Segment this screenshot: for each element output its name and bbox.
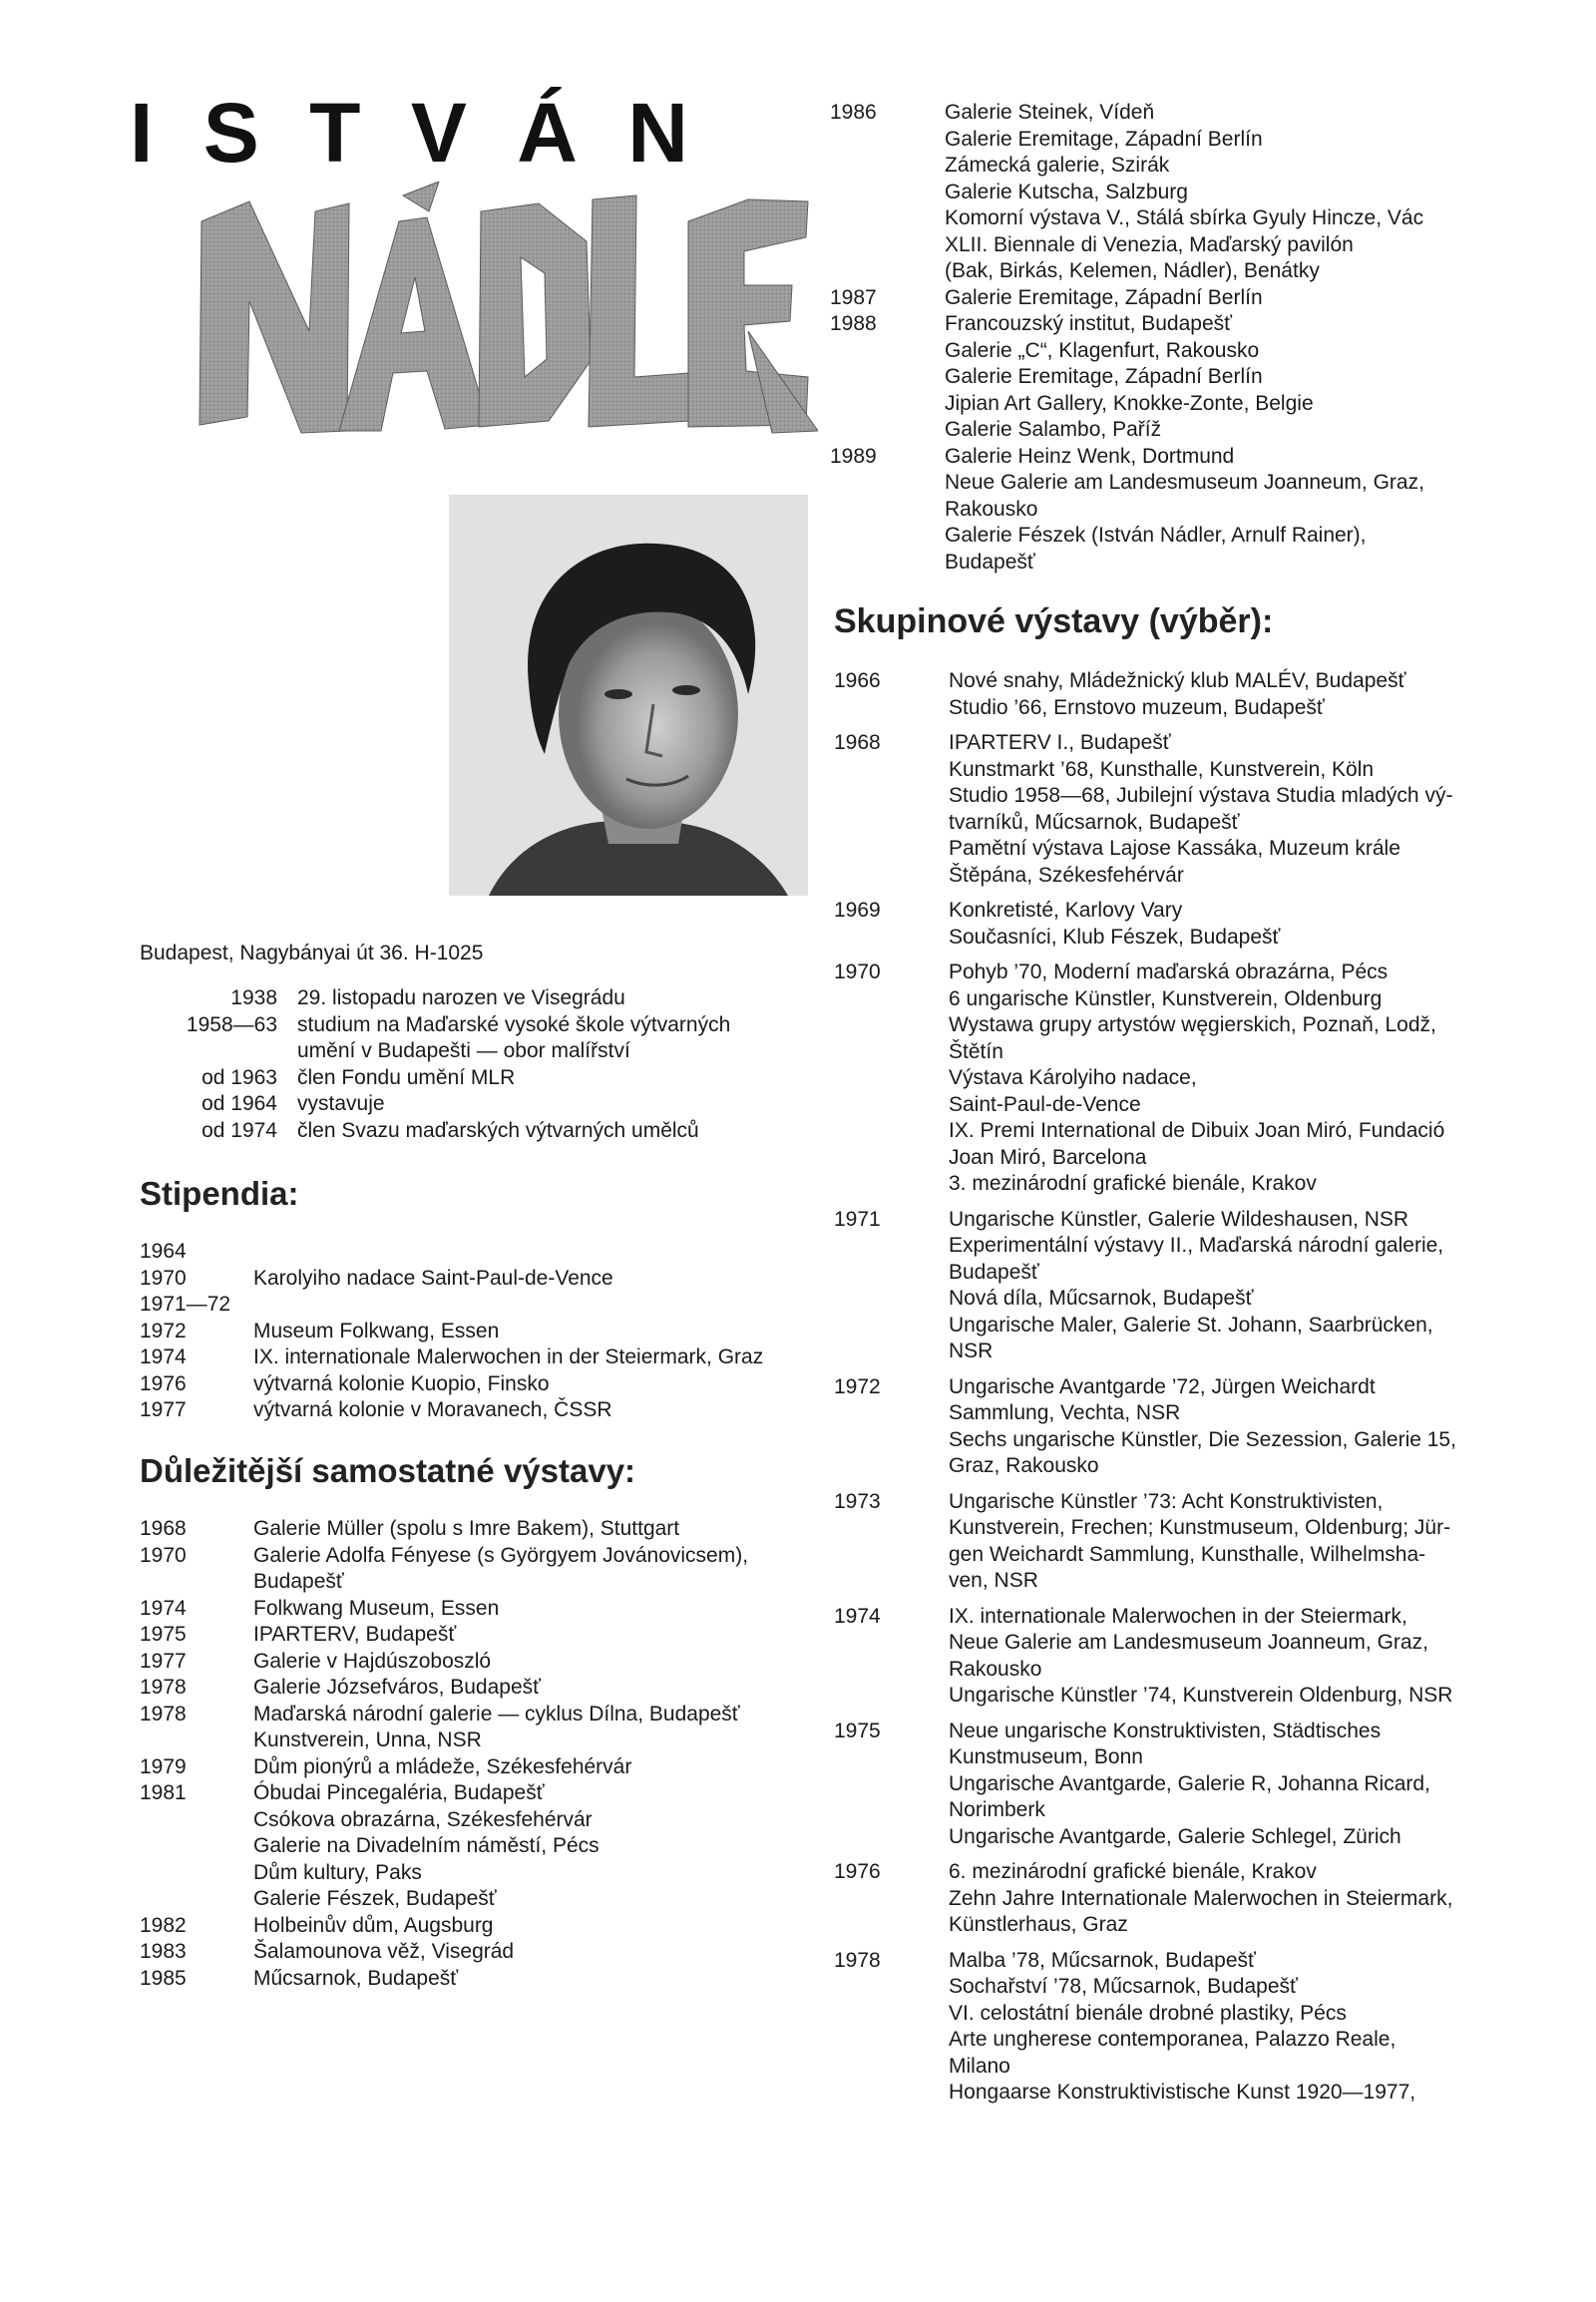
stipend-heading: Stipendia: xyxy=(140,1175,299,1212)
entry-line: Francouzský institut, Budapešť xyxy=(945,312,1233,335)
entry-line: Norimberk xyxy=(949,1798,1045,1821)
entry-line: Kunstverein, Unna, NSR xyxy=(253,1728,482,1751)
entry-line: IPARTERV, Budapešť xyxy=(253,1623,457,1646)
entry-line: Galerie Eremitage, Západní Berlín xyxy=(945,365,1263,388)
year: od 1974 xyxy=(201,1118,277,1142)
list-item xyxy=(140,1065,808,1092)
group-exhibitions-list xyxy=(834,668,1502,2115)
list-item xyxy=(140,1754,818,1781)
entry-line: Csókova obrazárna, Székesfehérvár xyxy=(253,1807,593,1831)
year: 1938 xyxy=(230,986,277,1009)
entry-line: výtvarná kolonie Kuopio, Finsko xyxy=(253,1371,550,1395)
entry-line: Zehn Jahre Internationale Malerwochen in Steiermark, xyxy=(949,1886,1453,1910)
entry-line: Dům kultury, Paks xyxy=(253,1860,422,1884)
entry-line: Joan Miró, Barcelona xyxy=(949,1145,1147,1169)
year: od 1963 xyxy=(201,1065,277,1089)
entry-line: člen Svazu maďarských výtvarných umělců xyxy=(297,1118,699,1142)
year: 1968 xyxy=(834,731,881,754)
address: Budapest, Nagybányai út 36. H-1025 xyxy=(140,942,484,964)
entry-line: Sammlung, Vechta, NSR xyxy=(949,1401,1181,1424)
entry-line: Galerie v Hajdúszoboszló xyxy=(253,1649,492,1673)
entry-line: Malba ’78, Műcsarnok, Budapešť xyxy=(949,1948,1256,1972)
entry-line: Ungarische Künstler, Galerie Wildeshausen, NSR xyxy=(949,1207,1409,1231)
list-item xyxy=(140,1939,818,1966)
entry-line: 6 ungarische Künstler, Kunstverein, Oldenburg xyxy=(949,986,1383,1010)
portrait-photo xyxy=(449,495,808,896)
entry-line: výtvarná kolonie v Moravanech, ČSSR xyxy=(253,1398,612,1421)
list-item xyxy=(140,1397,818,1424)
entry-line: Ungarische Künstler ’73: Acht Konstruktivisten, xyxy=(949,1489,1384,1513)
list-item xyxy=(140,985,808,1012)
list-item xyxy=(140,1649,818,1676)
entry-line: Sochařství ’78, Műcsarnok, Budapešť xyxy=(949,1975,1298,1998)
first-name-heading xyxy=(130,88,688,178)
entry-line: Rakousko xyxy=(945,497,1038,521)
year: 1964 xyxy=(140,1240,187,1263)
entry-line: Neue Galerie am Landesmuseum Joanneum, Graz, xyxy=(945,471,1424,494)
year: 1989 xyxy=(830,444,877,468)
list-item xyxy=(834,730,1502,889)
entry-line: Galerie Salambo, Paříž xyxy=(945,418,1162,441)
entry-line: IPARTERV I., Budapešť xyxy=(949,731,1171,754)
list-item xyxy=(834,1859,1502,1939)
year: 1971—72 xyxy=(140,1293,231,1316)
entry-line: Kunstverein, Frechen; Kunstmuseum, Oldenburg; Jür- xyxy=(949,1516,1451,1539)
entry-line: Kunstmarkt ’68, Kunsthalle, Kunstverein, Köln xyxy=(949,757,1375,781)
entry-line: Štěpána, Székesfehérvár xyxy=(949,863,1184,887)
entry-line: Galerie Müller (spolu s Imre Bakem), Stuttgart xyxy=(253,1517,680,1540)
year: 1973 xyxy=(834,1489,881,1513)
list-item xyxy=(830,444,1498,576)
entry-line: Štětín xyxy=(949,1039,1003,1063)
entry-line: NSR xyxy=(949,1340,994,1362)
entry-line: Zámecká galerie, Szirák xyxy=(945,154,1170,177)
first-name-letter: S xyxy=(202,86,259,180)
list-item xyxy=(834,1374,1502,1480)
year: 1975 xyxy=(140,1623,187,1646)
first-name-letter: Á xyxy=(517,86,578,180)
list-item xyxy=(140,1596,818,1623)
year: 1977 xyxy=(140,1649,187,1673)
year: 1969 xyxy=(834,899,881,922)
stipend-list xyxy=(140,1239,818,1424)
list-item xyxy=(140,1543,818,1596)
entry-line: Pohyb ’70, Moderní maďarská obrazárna, Pécs xyxy=(949,960,1389,983)
entry-line: 29. listopadu narozen ve Visegrádu xyxy=(297,986,625,1009)
entry-line: Hongaarse Konstruktivistische Kunst 1920—1977, xyxy=(949,2081,1416,2104)
entry-line: gen Weichardt Sammlung, Kunsthalle, Wilhelmsha- xyxy=(949,1542,1426,1566)
list-item xyxy=(140,1780,818,1913)
year: 1977 xyxy=(140,1398,187,1421)
entry-line: Nové snahy, Mládežnický klub MALÉV, Budapešť xyxy=(949,669,1406,692)
list-item xyxy=(830,285,1498,312)
year: 1978 xyxy=(140,1676,187,1699)
entry-line: VI. celostátní bienále drobné plastiky, Pécs xyxy=(949,2001,1347,2025)
entry-line: Karolyiho nadace Saint-Paul-de-Vence xyxy=(253,1266,613,1290)
solo-exhibitions-continued-list xyxy=(830,100,1498,576)
list-item xyxy=(140,1266,818,1293)
year: 1978 xyxy=(834,1948,881,1972)
list-item xyxy=(830,100,1498,285)
entry-line: Neue Galerie am Landesmuseum Joanneum, Graz, xyxy=(949,1631,1428,1654)
group-exhibitions-heading: Skupinové výstavy (výběr): xyxy=(834,602,1274,640)
entry-line: Ungarische Avantgarde, Galerie Schlegel, Zürich xyxy=(949,1824,1401,1848)
entry-line: Konkretisté, Karlovy Vary xyxy=(949,899,1183,922)
entry-line: Ungarische Avantgarde, Galerie R, Johanna Ricard, xyxy=(949,1771,1430,1795)
list-item xyxy=(140,1012,808,1065)
year: 1970 xyxy=(140,1543,187,1567)
biography-list xyxy=(140,985,808,1144)
entry-line: IX. internationale Malerwochen in der Steiermark, Graz xyxy=(253,1345,764,1368)
year: 1974 xyxy=(140,1596,187,1620)
entry-line: Galerie Eremitage, Západní Berlín xyxy=(945,285,1263,309)
entry-line: Arte ungherese contemporanea, Palazzo Reale, xyxy=(949,2028,1396,2051)
entry-line: Rakousko xyxy=(949,1657,1042,1681)
year: 1972 xyxy=(834,1374,881,1398)
entry-line: Galerie Józsefváros, Budapešť xyxy=(253,1676,542,1699)
entry-line: studium na Maďarské vysoké škole výtvarných xyxy=(297,1012,731,1036)
year: 1981 xyxy=(140,1781,187,1804)
entry-line: Galerie Adolfa Fényese (s Györgyem Jovánovicsem), xyxy=(253,1543,749,1567)
entry-line: Galerie Heinz Wenk, Dortmund xyxy=(945,444,1235,468)
entry-line: Budapešť xyxy=(949,1260,1039,1284)
entry-line: Nová díla, Műcsarnok, Budapešť xyxy=(949,1287,1254,1310)
nadler-cutout-letters-logo xyxy=(190,182,818,446)
year: 1987 xyxy=(830,285,877,309)
entry-line: Výstava Károlyiho nadace, xyxy=(949,1066,1197,1089)
year: 1971 xyxy=(834,1207,881,1231)
list-item xyxy=(140,1966,818,1993)
list-item xyxy=(140,1702,818,1754)
entry-line: Wystawa grupy artystów węgierskich, Poznaň, Lodž, xyxy=(949,1013,1436,1036)
entry-line: Galerie na Divadelním náměstí, Pécs xyxy=(253,1834,599,1857)
entry-line: Ungarische Avantgarde ’72, Jürgen Weichardt xyxy=(949,1374,1376,1398)
year: 1970 xyxy=(834,960,881,983)
year: 1968 xyxy=(140,1517,187,1540)
list-item xyxy=(834,668,1502,721)
entry-line: Maďarská národní galerie — cyklus Dílna, Budapešť xyxy=(253,1702,740,1726)
first-name-letter: V xyxy=(410,86,467,180)
entry-line: Saint-Paul-de-Vence xyxy=(949,1092,1141,1116)
list-item xyxy=(140,1371,818,1398)
entry-line: Galerie Fészek (István Nádler, Arnulf Rainer), xyxy=(945,524,1367,547)
list-item xyxy=(140,1292,818,1319)
entry-line: Budapešť xyxy=(945,550,1035,574)
list-item xyxy=(140,1319,818,1345)
year: 1982 xyxy=(140,1913,187,1937)
year: 1976 xyxy=(140,1371,187,1395)
entry-line: Současníci, Klub Fészek, Budapešť xyxy=(949,925,1281,949)
entry-line: umění v Budapešti — obor malířství xyxy=(297,1039,630,1062)
list-item xyxy=(834,1207,1502,1365)
year: 1974 xyxy=(140,1345,187,1368)
year: 1986 xyxy=(830,101,877,124)
entry-line: Sechs ungarische Künstler, Die Sezession, Galerie 15, xyxy=(949,1427,1456,1451)
year: 1970 xyxy=(140,1266,187,1290)
entry-line: Komorní výstava V., Stálá sbírka Gyuly Hincze, Vác xyxy=(945,206,1424,229)
entry-line: člen Fondu umění MLR xyxy=(297,1065,516,1089)
year: 1985 xyxy=(140,1966,187,1990)
entry-line: Graz, Rakousko xyxy=(949,1454,1099,1477)
list-item xyxy=(140,1913,818,1940)
year: 1978 xyxy=(140,1702,187,1726)
list-item xyxy=(140,1622,818,1649)
list-item xyxy=(834,959,1502,1198)
entry-line: Jipian Art Gallery, Knokke-Zonte, Belgie xyxy=(945,391,1314,415)
year: 1975 xyxy=(834,1719,881,1742)
entry-line: Experimentální výstavy II., Maďarská národní galerie, xyxy=(949,1234,1444,1257)
entry-line: tvarníků, Műcsarnok, Budapešť xyxy=(949,810,1240,834)
entry-line: Galerie Steinek, Vídeň xyxy=(945,101,1155,124)
entry-line: IX. internationale Malerwochen in der Steiermark, xyxy=(949,1604,1407,1628)
first-name-letter: N xyxy=(627,86,688,180)
entry-line: Ungarische Künstler ’74, Kunstverein Oldenburg, NSR xyxy=(949,1684,1453,1707)
entry-line: Galerie „C“, Klagenfurt, Rakousko xyxy=(945,338,1260,362)
entry-line: Dům pionýrů a mládeže, Székesfehérvár xyxy=(253,1754,632,1778)
entry-line: Künstlerhaus, Graz xyxy=(949,1913,1128,1936)
list-item xyxy=(140,1516,818,1543)
year: 1976 xyxy=(834,1860,881,1883)
entry-line: Óbudai Pincegaléria, Budapešť xyxy=(253,1781,545,1804)
entry-line: vystavuje xyxy=(297,1092,385,1115)
year: 1979 xyxy=(140,1754,187,1778)
list-item xyxy=(834,1489,1502,1595)
entry-line: Galerie Fészek, Budapešť xyxy=(253,1887,497,1910)
entry-line: Šalamounova věž, Visegrád xyxy=(253,1940,515,1963)
list-item xyxy=(834,898,1502,951)
entry-line: Műcsarnok, Budapešť xyxy=(253,1966,459,1990)
entry-line: 6. mezinárodní grafické bienále, Krakov xyxy=(949,1860,1317,1883)
list-item xyxy=(834,1719,1502,1851)
year: 1972 xyxy=(140,1319,187,1343)
year: 1966 xyxy=(834,669,881,692)
entry-line: 3. mezinárodní grafické bienále, Krakov xyxy=(949,1172,1317,1195)
list-item xyxy=(834,1604,1502,1710)
entry-line: Milano xyxy=(949,2054,1010,2078)
entry-line: Ungarische Maler, Galerie St. Johann, Saarbrücken, xyxy=(949,1313,1433,1337)
year: 1988 xyxy=(830,312,877,335)
list-item xyxy=(830,311,1498,444)
entry-line: Studio 1958—68, Jubilejní výstava Studia mladých vý- xyxy=(949,784,1453,807)
entry-line: Folkwang Museum, Essen xyxy=(253,1596,500,1620)
entry-line: Kunstmuseum, Bonn xyxy=(949,1745,1143,1768)
entry-line: Galerie Eremitage, Západní Berlín xyxy=(945,127,1263,151)
solo-exhibitions-list xyxy=(140,1516,818,1992)
first-name-letter: I xyxy=(130,86,154,180)
year: 1974 xyxy=(834,1604,881,1628)
entry-line: Galerie Kutscha, Salzburg xyxy=(945,180,1188,203)
entry-line: Holbeinův dům, Augsburg xyxy=(253,1913,494,1937)
list-item xyxy=(140,1675,818,1702)
entry-line: Budapešť xyxy=(253,1570,344,1593)
first-name-letter: T xyxy=(309,86,361,180)
list-item xyxy=(140,1118,808,1145)
entry-line: IX. Premi International de Dibuix Joan Miró, Fundació xyxy=(949,1119,1445,1142)
list-item xyxy=(140,1344,818,1371)
entry-line: ven, NSR xyxy=(949,1569,1038,1592)
entry-line: Pamětní výstava Lajose Kassáka, Muzeum krále xyxy=(949,837,1400,860)
year: od 1964 xyxy=(201,1092,277,1115)
entry-line: (Bak, Birkás, Kelemen, Nádler), Benátky xyxy=(945,259,1320,282)
solo-exhibitions-heading: Důležitější samostatné výstavy: xyxy=(140,1452,636,1489)
list-item xyxy=(140,1091,808,1118)
year: 1958—63 xyxy=(186,1012,277,1036)
list-item xyxy=(834,1948,1502,2107)
list-item xyxy=(140,1239,818,1266)
entry-line: Neue ungarische Konstruktivisten, Städtisches xyxy=(949,1719,1382,1742)
entry-line: Museum Folkwang, Essen xyxy=(253,1319,500,1343)
entry-line: XLII. Biennale di Venezia, Maďarský pavilón xyxy=(945,232,1354,256)
entry-line: Studio ’66, Ernstovo muzeum, Budapešť xyxy=(949,695,1325,719)
year: 1983 xyxy=(140,1940,187,1963)
